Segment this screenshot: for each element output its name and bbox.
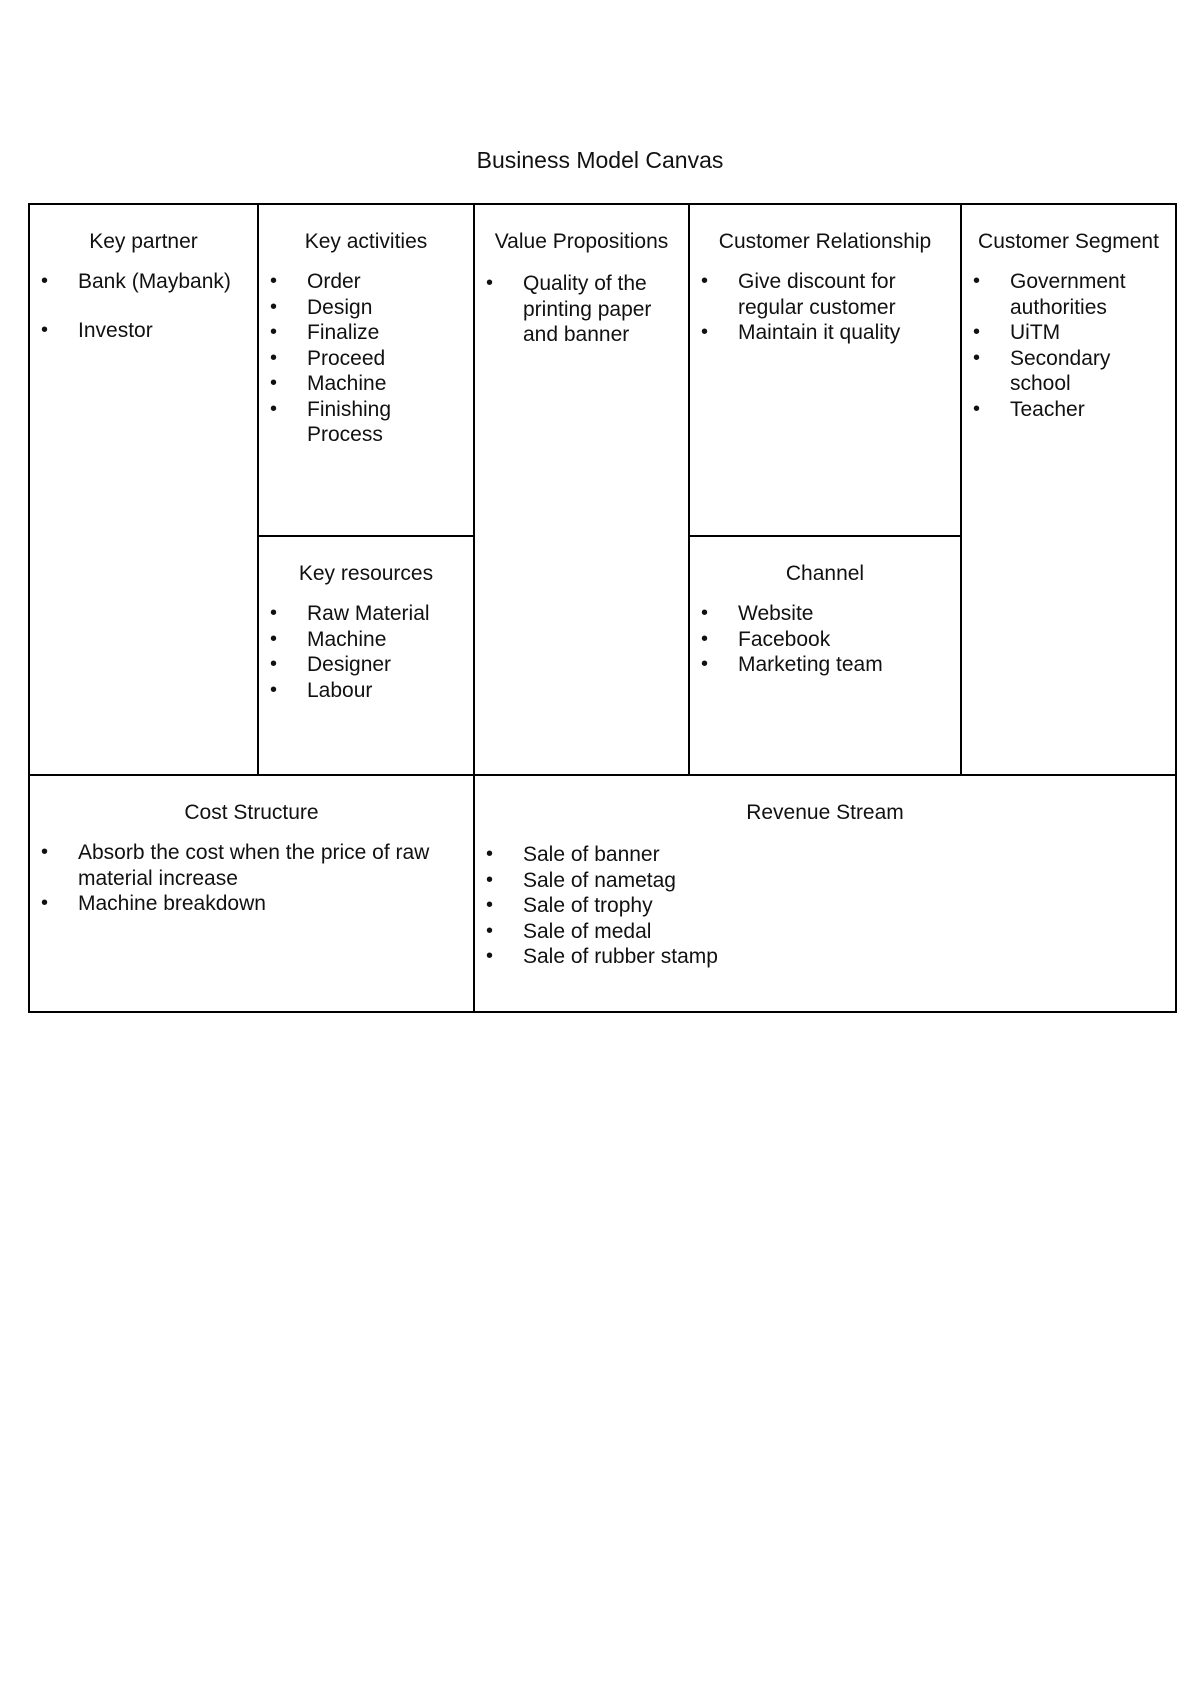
list-item: • Absorb the cost when the price of raw material increase bbox=[30, 840, 473, 891]
customer-relationship-title: Customer Relationship bbox=[718, 230, 932, 253]
list-item: • Machine bbox=[259, 627, 473, 653]
customer-relationship-list bbox=[690, 269, 960, 346]
business-model-canvas-table bbox=[28, 203, 1177, 1013]
value-propositions-list bbox=[475, 271, 688, 348]
revenue-stream-list bbox=[475, 842, 1175, 970]
channel-title: Channel bbox=[785, 562, 865, 585]
list-item: • Machine bbox=[259, 371, 473, 397]
list-item: • Labour bbox=[259, 678, 473, 704]
list-item: • Facebook bbox=[690, 627, 960, 653]
list-item: • Sale of nametag bbox=[475, 868, 1175, 894]
channel-block bbox=[689, 536, 961, 775]
key-resources-title: Key resources bbox=[298, 562, 434, 585]
key-partner-list bbox=[30, 269, 257, 343]
list-item: • Give discount for regular customer bbox=[690, 269, 960, 320]
list-item: • Raw Material bbox=[259, 601, 473, 627]
list-item: • Bank (Maybank) bbox=[30, 269, 257, 295]
list-item: • Maintain it quality bbox=[690, 320, 960, 346]
value-propositions-title: Value Propositions bbox=[494, 230, 669, 253]
cost-structure-list bbox=[30, 840, 473, 917]
customer-segment-title: Customer Segment bbox=[978, 230, 1159, 253]
list-item: • Order bbox=[259, 269, 473, 295]
list-item: • Finishing Process bbox=[259, 397, 473, 448]
page-title: Business Model Canvas bbox=[476, 147, 724, 173]
list-item: • UiTM bbox=[962, 320, 1175, 346]
list-item: • Teacher bbox=[962, 397, 1175, 423]
list-item: • Investor bbox=[30, 318, 257, 344]
list-item: • Government authorities bbox=[962, 269, 1175, 320]
list-item: • Machine breakdown bbox=[30, 891, 473, 917]
list-item: • Sale of medal bbox=[475, 919, 1175, 945]
customer-segment-block bbox=[961, 204, 1176, 775]
revenue-stream-title: Revenue Stream bbox=[746, 801, 904, 824]
cost-structure-title: Cost Structure bbox=[184, 801, 319, 824]
key-activities-block bbox=[258, 204, 474, 536]
customer-segment-list bbox=[962, 269, 1175, 422]
key-activities-title: Key activities bbox=[304, 230, 428, 253]
list-item: • Secondary school bbox=[962, 346, 1175, 397]
list-item: • Quality of the printing paper and banner bbox=[475, 271, 688, 348]
list-item: • Marketing team bbox=[690, 652, 960, 678]
list-item: • Design bbox=[259, 295, 473, 321]
key-resources-list bbox=[259, 601, 473, 703]
list-item: • Sale of banner bbox=[475, 842, 1175, 868]
cost-structure-block bbox=[29, 775, 474, 1012]
list-item: • Designer bbox=[259, 652, 473, 678]
key-activities-list bbox=[259, 269, 473, 448]
list-item: • Finalize bbox=[259, 320, 473, 346]
key-partner-title: Key partner bbox=[89, 230, 198, 253]
channel-list bbox=[690, 601, 960, 678]
list-item: • Proceed bbox=[259, 346, 473, 372]
value-propositions-block bbox=[474, 204, 689, 775]
key-resources-block bbox=[258, 536, 474, 775]
list-item: • Sale of trophy bbox=[475, 893, 1175, 919]
customer-relationship-block bbox=[689, 204, 961, 536]
list-item: • Sale of rubber stamp bbox=[475, 944, 1175, 970]
list-item: • Website bbox=[690, 601, 960, 627]
revenue-stream-block bbox=[474, 775, 1176, 1012]
key-partner-block bbox=[29, 204, 258, 775]
